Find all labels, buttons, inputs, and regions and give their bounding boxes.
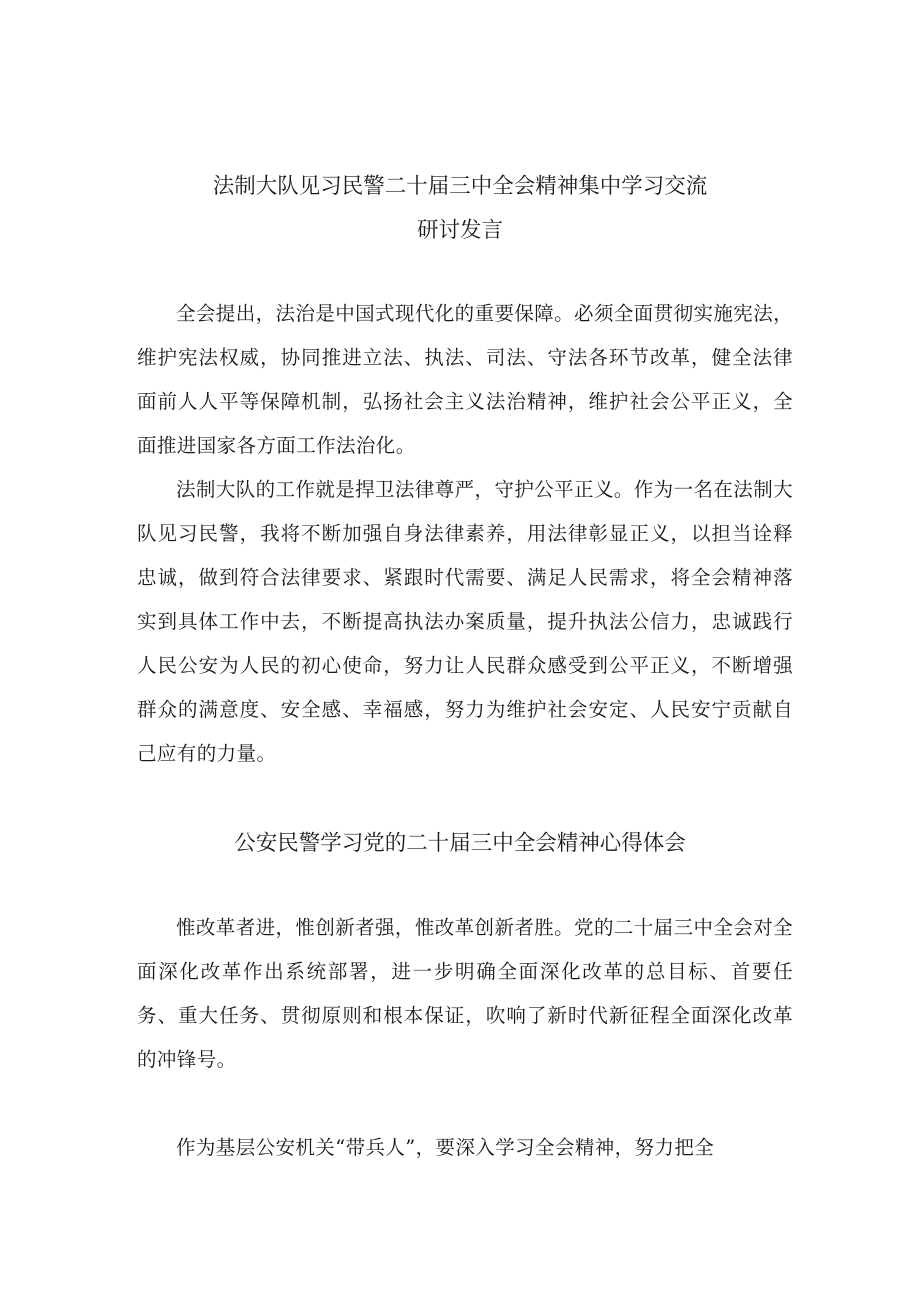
- paragraph-4: 作为基层公安机关“带兵人”，要深入学习全会精神，努力把全: [176, 1136, 715, 1159]
- paragraph-2: 法制大队的工作就是捍卫法律尊严，守护公平正义。作为一名在法制大队见习民警，我将不断加强自身法律素养，用法律彰显正义，以担当诠释忠诚，做到符合法律要求、紧跟时代需要、满足人民需求，将全会精神落实到具体工作中去，不断提高执法办案质量，提升执法公信力，忠诚践行人民公安为人民的初心使命，努力让人民群众感受到公平正义，不断增强群众的满意度、安全感、幸福感，努力为维护社会安定、人民安宁贡献自己应有的力量。: [137, 478, 793, 765]
- title-1-line-1: 法制大队见习民警二十届三中全会精神集中学习交流: [212, 174, 708, 199]
- paragraph-1: 全会提出，法治是中国式现代化的重要保障。必须全面贯彻实施宪法，维护宪法权威，协同推进立法、执法、司法、守法各环节改革，健全法律面前人人平等保障机制，弘扬社会主义法治精神，维护社会公平正义，全面推进国家各方面工作法治化。: [137, 302, 793, 457]
- title-2: 公安民警学习党的二十届三中全会精神心得体会: [234, 831, 686, 856]
- title-1-line-2: 研讨发言: [416, 218, 503, 243]
- paragraph-3: 惟改革者进，惟创新者强，惟改革创新者胜。党的二十届三中全会对全面深化改革作出系统部署，进一步明确全面深化改革的总目标、首要任务、重大任务、贯彻原则和根本保证，吹响了新时代新征程全面深化改革的冲锋号。: [137, 916, 793, 1071]
